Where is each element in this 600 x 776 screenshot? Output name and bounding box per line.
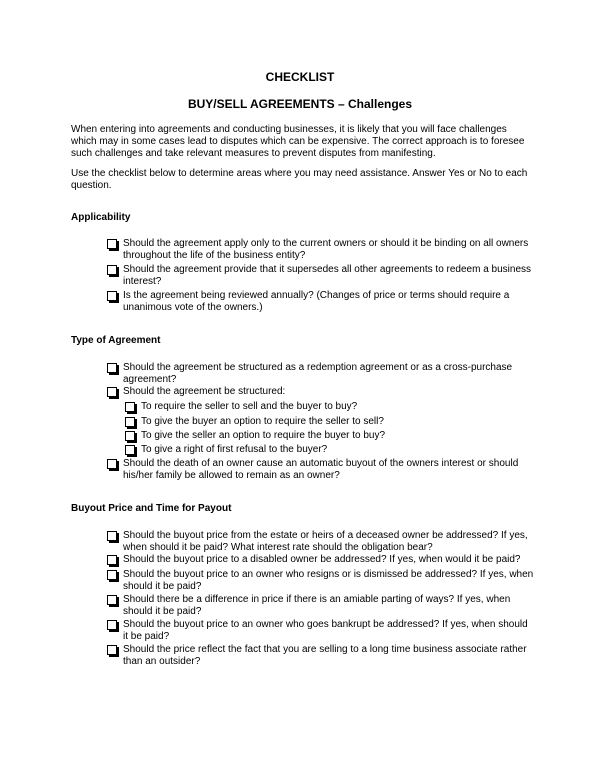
checklist-item-text: Should the agreement be structured: xyxy=(123,386,286,397)
checkbox[interactable] xyxy=(125,445,135,455)
checklist-item-text: Should the buyout price to a disabled owner be addressed? If yes, when would it be paid? xyxy=(123,554,521,565)
checklist-item-text: Should the agreement provide that it supersedes all other agreements to redeem a business interest? xyxy=(123,264,532,287)
checklist-subitem-text: To give the buyer an option to require the seller to sell? xyxy=(141,416,384,427)
checklist-item-text: Should the buyout price to an owner who resigns or is dismissed be addressed? If yes, when should it be paid? xyxy=(123,569,534,592)
checkbox[interactable] xyxy=(125,431,135,441)
checklist-subitem xyxy=(125,416,535,428)
checklist-item xyxy=(107,238,535,262)
checkbox[interactable] xyxy=(107,239,117,249)
section-heading-buyout-price: Buyout Price and Time for Payout xyxy=(71,503,232,514)
checklist-subitem xyxy=(125,430,535,442)
checklist-item xyxy=(107,619,535,643)
checklist-item-text: Should the agreement apply only to the current owners or should it be binding on all owners throughout the life of the business entity? xyxy=(123,238,529,261)
checkbox[interactable] xyxy=(107,645,117,655)
checklist-item xyxy=(107,362,535,386)
intro-paragraph: When entering into agreements and conducting businesses, it is likely that you will face challenges which may in some cases lead to disputes which can be expensive. The correct approach is to foresee such challenges and take relevant measures to prevent disputes from manifesting. xyxy=(71,124,525,159)
checkbox[interactable] xyxy=(107,620,117,630)
section-heading-applicability: Applicability xyxy=(71,212,131,223)
checkbox[interactable] xyxy=(107,459,117,469)
checklist-item-text: Should the price reflect the fact that you are selling to a long time business associate rather than an outsider? xyxy=(123,644,527,667)
checklist-item xyxy=(107,644,535,668)
checkbox[interactable] xyxy=(107,570,117,580)
document-title: CHECKLIST xyxy=(265,70,335,84)
checklist-subitem-text: To give the seller an option to require the buyer to buy? xyxy=(141,430,386,441)
checkbox[interactable] xyxy=(107,531,117,541)
instructions-paragraph: Use the checklist below to determine areas where you may need assistance. Answer Yes or No to each question. xyxy=(71,168,528,191)
document-subtitle: BUY/SELL AGREEMENTS – Challenges xyxy=(187,97,413,111)
checklist-item-text: Should the buyout price to an owner who goes bankrupt be addressed? If yes, when should it be paid? xyxy=(123,619,528,642)
checklist-subitem-text: To give a right of first refusal to the buyer? xyxy=(141,444,328,455)
checkbox[interactable] xyxy=(107,291,117,301)
checkbox[interactable] xyxy=(125,417,135,427)
checklist-subitem xyxy=(125,444,535,456)
checkbox[interactable] xyxy=(107,595,117,605)
checklist-item xyxy=(107,569,535,593)
checkbox[interactable] xyxy=(107,265,117,275)
checklist-item-text: Should the buyout price from the estate or heirs of a deceased owner be addressed? If yes, when should it be paid? What interest rate should the obligation bear? xyxy=(123,530,528,553)
checkbox[interactable] xyxy=(125,402,135,412)
checklist-item-text: Should the agreement be structured as a redemption agreement or as a cross-purchase agreement? xyxy=(123,362,513,385)
checklist-item xyxy=(107,386,535,398)
checklist-item xyxy=(107,290,535,314)
section-heading-type-of-agreement: Type of Agreement xyxy=(71,335,161,346)
checklist-item-text: Should the death of an owner cause an automatic buyout of the owners interest or should his/her family be allowed to remain as an owner? xyxy=(123,458,519,481)
checklist-item xyxy=(107,458,535,482)
checklist-item xyxy=(107,264,535,288)
checkbox[interactable] xyxy=(107,363,117,373)
checklist-subitem-text: To require the seller to sell and the buyer to buy? xyxy=(141,401,358,412)
checklist-subitem xyxy=(125,401,535,413)
checklist-item xyxy=(107,594,535,618)
checklist-item xyxy=(107,530,535,554)
checkbox[interactable] xyxy=(107,387,117,397)
checklist-item-text: Should there be a difference in price if there is an amiable parting of ways? If yes, when should it be paid? xyxy=(123,594,511,617)
checklist-item-text: Is the agreement being reviewed annually? (Changes of price or terms should require a unanimous vote of the owners.) xyxy=(123,290,510,313)
checkbox[interactable] xyxy=(107,555,117,565)
checklist-item xyxy=(107,554,535,566)
